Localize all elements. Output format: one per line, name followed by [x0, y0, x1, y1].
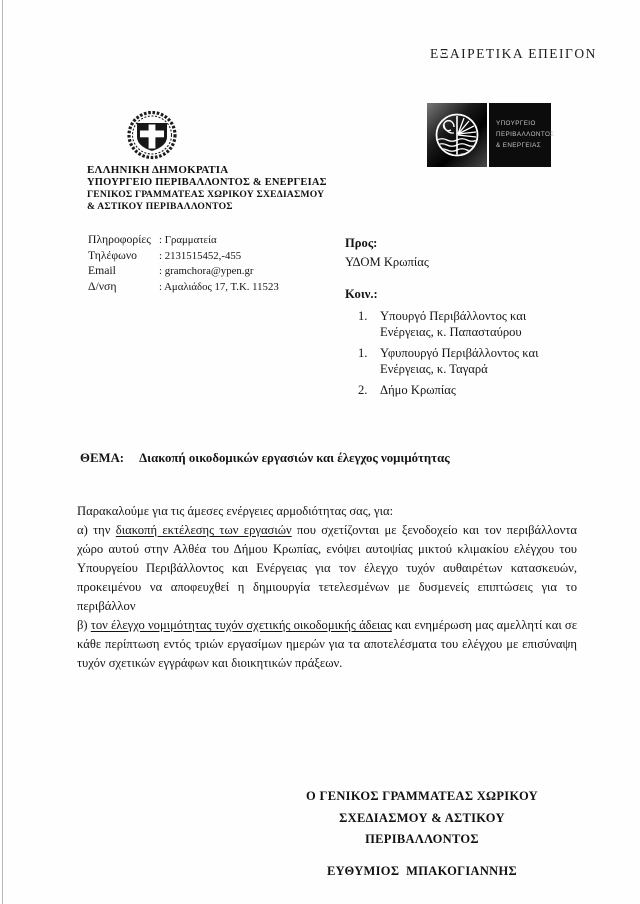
- body-b-prefix: β): [77, 618, 91, 632]
- urgency-label: ΕΞΑΙΡΕΤΙΚΑ ΕΠΕΙΓΟΝ: [430, 46, 597, 61]
- contact-label: Δ/νση: [88, 279, 117, 293]
- cc-item-number: 1.: [358, 346, 368, 360]
- contact-label: Πληροφορίες: [88, 233, 151, 246]
- cc-item: [345, 346, 539, 377]
- cc-list: [345, 309, 539, 399]
- signature-name: ΕΥΘΥΜΙΟΣ ΜΠΑΚΟΓΙΑΝΝΗΣ: [327, 863, 517, 878]
- to-label: Προς:: [345, 236, 378, 250]
- underlined-phrase-a: διακοπή εκτέλεσης των εργασιών: [115, 523, 292, 537]
- scan-artifact-line: [2, 0, 3, 904]
- contact-row-email: [88, 264, 279, 277]
- ministry-logo-text-line3: & ΕΝΕΡΓΕΙΑΣ: [496, 142, 542, 149]
- body-text: [77, 502, 577, 673]
- letterhead: [87, 164, 327, 213]
- ministry-logo-text: [489, 103, 555, 167]
- cc-item: [345, 309, 539, 340]
- letterhead-republic: ΕΛΛΗΝΙΚΗ ΔΗΜΟΚΡΑΤΙΑ: [87, 164, 229, 176]
- cc-item-line: Δήμο Κρωπίας: [380, 383, 456, 397]
- cc-item-number: 2.: [358, 383, 368, 397]
- contact-info: [88, 233, 279, 295]
- signature-title-line2: ΣΧΕΔΙΑΣΜΟΥ & ΑΣΤΙΚΟΥ ΠΕΡΙΒΑΛΛΟΝΤΟΣ: [339, 810, 505, 846]
- contact-value: : 2131515452,-455: [159, 249, 242, 262]
- signature-title-line1: Ο ΓΕΝΙΚΟΣ ΓΡΑΜΜΑΤΕΑΣ ΧΩΡΙΚΟΥ: [306, 789, 538, 803]
- contact-value: : gramchora@ypen.gr: [159, 265, 254, 278]
- cc-item-number: 1.: [358, 309, 368, 323]
- ministry-logo-emblem-icon: [427, 103, 487, 167]
- contact-row-address: [88, 280, 279, 293]
- cc-label: Κοιν.:: [345, 287, 378, 301]
- to-value: ΥΔΟΜ Κρωπίας: [345, 255, 429, 269]
- cc-item-line: Υφυπουργό Περιβάλλοντος και: [380, 346, 539, 360]
- contact-label: Email: [88, 264, 116, 278]
- ministry-logo-text-line1: ΥΠΟΥΡΓΕΙΟ: [496, 120, 536, 127]
- body-b-rest: και ενημέρωση μας αμελλητί και σε κάθε περίπτωση εντός τριών εργασίμων ημερών για τα αποτελέσματα του ελέγχου με επισύναψη τυχόν σχετικών εγγράφων και διοικητικών πράξεων.: [77, 618, 578, 670]
- letterhead-ministry: ΥΠΟΥΡΓΕΙΟ ΠΕΡΙΒΑΛΛΟΝΤΟΣ & ΕΝΕΡΓΕΙΑΣ: [87, 176, 327, 188]
- letterhead-secretariat-line2: & ΑΣΤΙΚΟΥ ΠΕΡΙΒΑΛΛΟΝΤΟΣ: [87, 200, 233, 212]
- body-intro: Παρακαλούμε για τις άμεσες ενέργειες αρμοδιότητας σας, για:: [77, 504, 394, 518]
- contact-row-phone: [88, 249, 279, 262]
- cc-item-line: Υπουργό Περιβάλλοντος και: [380, 309, 527, 323]
- greek-emblem-icon: [126, 110, 178, 160]
- subject-line: [80, 451, 450, 466]
- contact-value: : Αμαλιάδος 17, Τ.Κ. 11523: [159, 280, 279, 293]
- cc-item-line: Ενέργειας, κ. Ταγαρά: [380, 361, 488, 376]
- cc-item-line: Ενέργειας, κ. Παπασταύρου: [380, 324, 522, 339]
- ministry-logo-text-line2: ΠΕΡΙΒΑΛΛΟΝΤΟΣ: [496, 131, 555, 138]
- underlined-phrase-b: τον έλεγχο νομιμότητας τυχόν σχετικής οικοδομικής άδειας: [90, 618, 392, 632]
- body-a-prefix: α) την: [77, 523, 116, 537]
- cc-block: [345, 287, 539, 405]
- contact-label: Τηλέφωνο: [88, 248, 137, 262]
- ministry-logo: [427, 103, 555, 167]
- body-paragraph-a: [77, 521, 577, 616]
- body-a-rest: που σχετίζονται με ξενοδοχείο και τον περιβάλλοντα χώρο αυτού στην Αλθέα του Δήμου Κρωπίας, ενόψει αυτοψίας μικτού κλιμακίου ελέγχου του Υπουργείου Περιβάλλοντος και Ενέργειας για τον έλεγχο τυχόν αυθαιρέτων κατασκευών, προκειμένου να αποφευχθεί η δημιουργία τετελεσμένων με δυσμενείς επιπτώσεις για το περιβάλλον: [77, 523, 577, 613]
- subject-text: Διακοπή οικοδομικών εργασιών και έλεγχος νομιμότητας: [139, 451, 450, 465]
- to-block: [345, 236, 429, 270]
- body-paragraph-b: [77, 616, 577, 673]
- subject-label: ΘΕΜΑ:: [80, 451, 125, 465]
- contact-value: : Γραμματεία: [159, 234, 217, 246]
- contact-row-info: [88, 233, 279, 246]
- letterhead-secretariat-line1: ΓΕΝΙΚΟΣ ΓΡΑΜΜΑΤΕΑΣ ΧΩΡΙΚΟΥ ΣΧΕΔΙΑΣΜΟΥ: [87, 189, 325, 200]
- signature-block: [285, 786, 559, 882]
- cc-item: [345, 383, 539, 399]
